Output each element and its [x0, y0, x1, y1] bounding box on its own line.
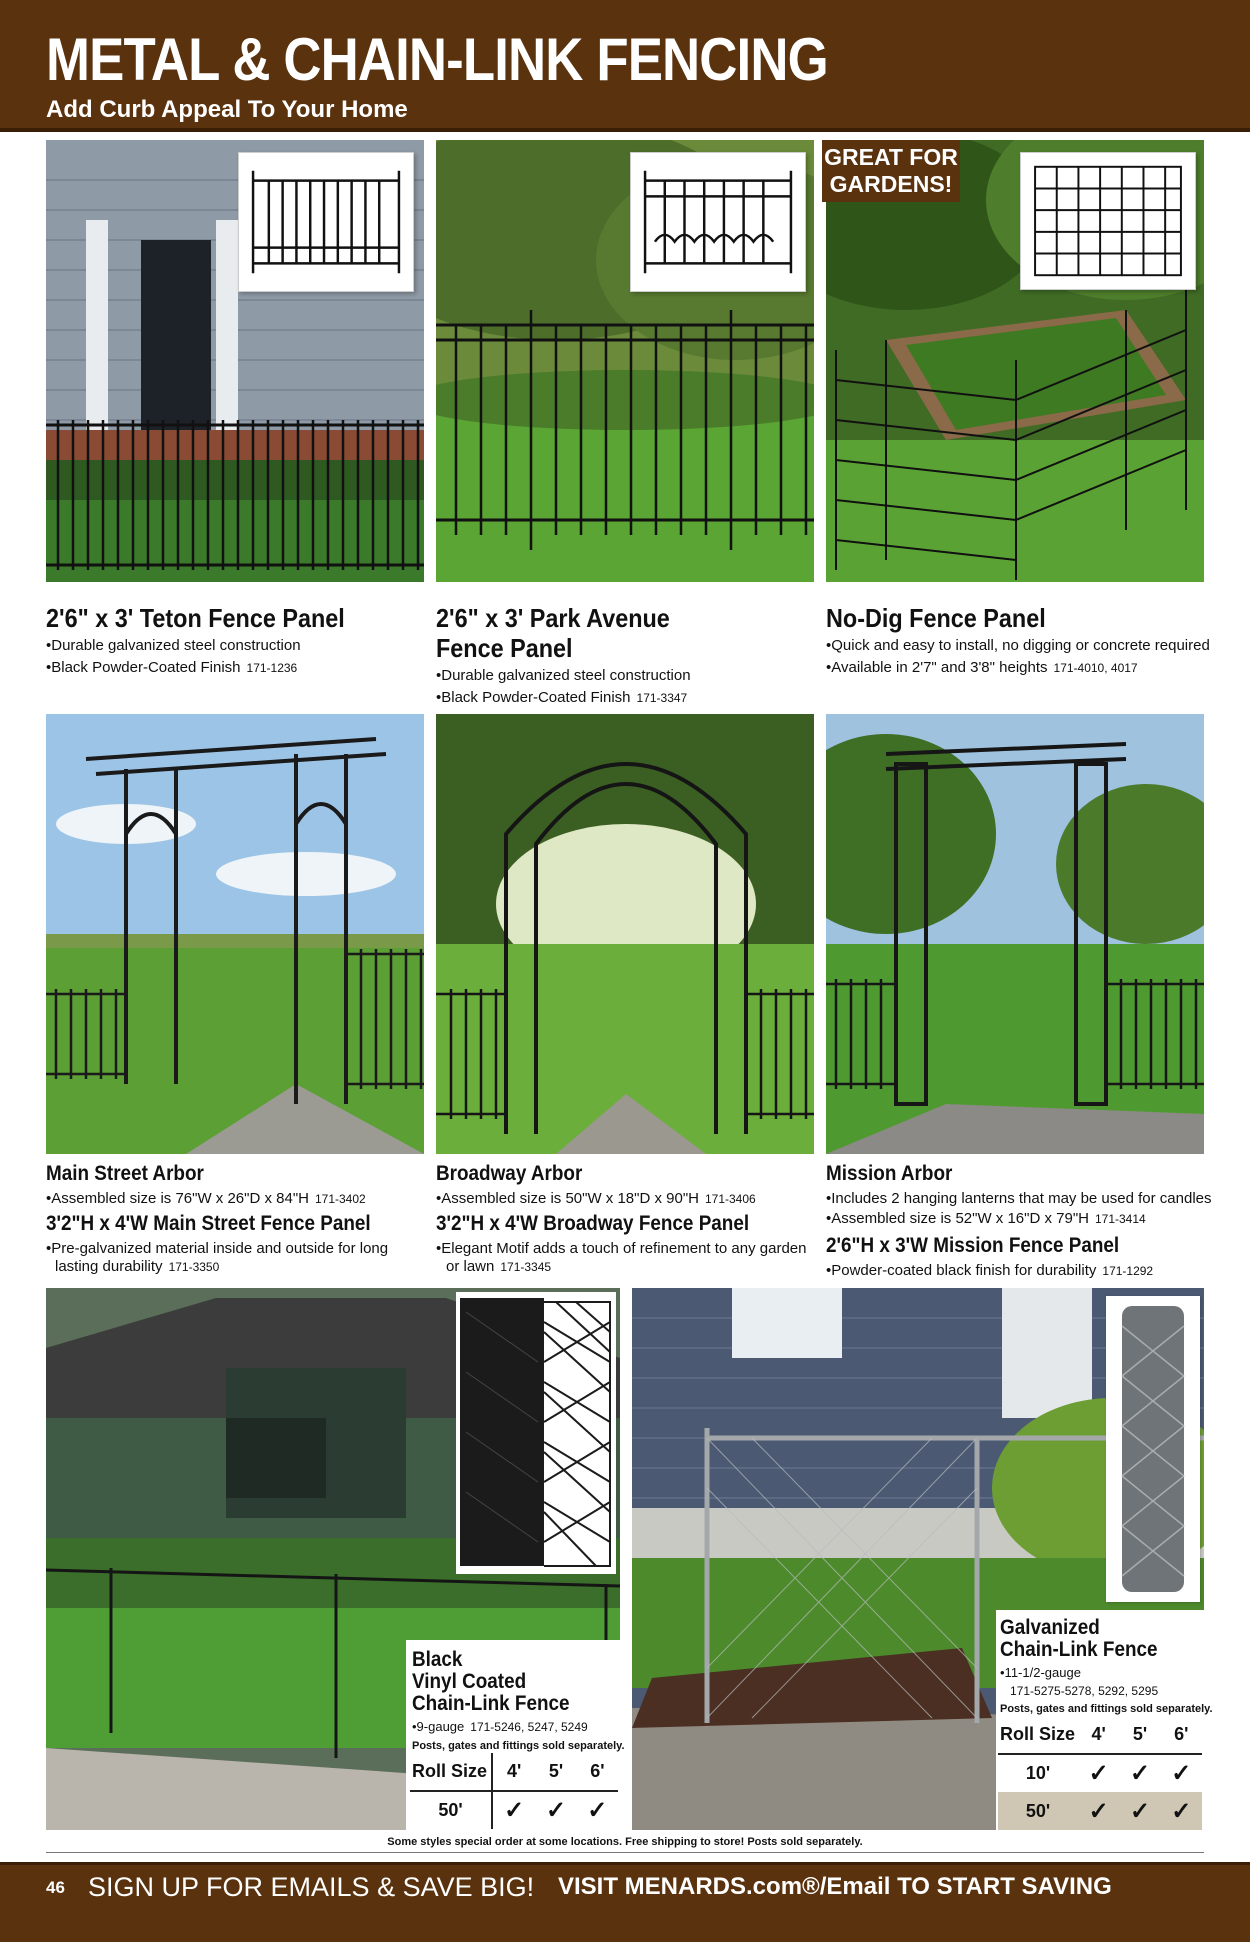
- check-mark: ✓: [1129, 1760, 1151, 1787]
- header-6ft: 6': [1161, 1716, 1202, 1754]
- no-dig-inset: [1020, 152, 1196, 290]
- check-mark: ✓: [1171, 1797, 1192, 1825]
- roll-size-label: Roll Size: [998, 1716, 1078, 1754]
- black-chain-link-bullet: [412, 1718, 588, 1736]
- table-row: [410, 1791, 618, 1829]
- roll-size-10: 10': [1025, 1763, 1051, 1783]
- table-header-row: [410, 1753, 618, 1791]
- mission-arbor-sku: 171-3414: [1094, 1212, 1146, 1226]
- main-street-panel-bullet-2-text: lasting durability: [55, 1258, 163, 1275]
- galvanized-chain-link-note: Posts, gates and fittings sold separately.: [1000, 1703, 1213, 1715]
- teton-bullet-2-text: •Black Powder-Coated Finish: [46, 659, 241, 676]
- broadway-arbor-photo: [436, 714, 814, 1154]
- galvanized-chain-link-inset: [1106, 1296, 1200, 1602]
- table-row: [998, 1792, 1202, 1830]
- footer-rule: [0, 1862, 1250, 1865]
- teton-sku: 171-1236: [246, 661, 298, 675]
- teton-name: 2'6" x 3' Teton Fence Panel: [46, 603, 345, 633]
- main-street-arbor-bullet: [46, 1190, 366, 1208]
- black-chain-link-sku: 171-5246, 5247, 5249: [470, 1720, 588, 1734]
- header-4ft: 4': [492, 1753, 535, 1791]
- black-chain-link-note: Posts, gates and fittings sold separately.: [412, 1740, 625, 1752]
- park-avenue-sku: 171-3347: [636, 691, 688, 705]
- broadway-arbor-sku: 171-3406: [704, 1192, 756, 1206]
- email-signup-promo: SIGN UP FOR EMAILS & SAVE BIG!: [88, 1872, 535, 1902]
- table-row: [998, 1754, 1202, 1792]
- main-street-arbor-photo: [46, 714, 424, 1154]
- check-mark: ✓: [545, 1797, 567, 1824]
- teton-inset: [238, 152, 414, 292]
- galvanized-chain-link-table: [998, 1716, 1202, 1830]
- no-dig-bullet-2: [826, 659, 1138, 677]
- mission-arbor-photo: [826, 714, 1204, 1154]
- main-street-panel-bullet-1: •Pre-galvanized material inside and outside for long: [46, 1240, 389, 1257]
- park-avenue-name-1: 2'6" x 3' Park Avenue: [436, 603, 670, 633]
- header-rule: [0, 128, 1250, 132]
- roll-size-50: 50': [1025, 1800, 1051, 1821]
- black-chain-link-bullet-text: •9-gauge: [412, 1719, 465, 1734]
- mission-arbor-bullet-2-text: •Assembled size is 52"W x 16"D x 79"H: [826, 1210, 1089, 1227]
- header-5ft: 5': [1119, 1716, 1160, 1754]
- teton-bullet-1: •Durable galvanized steel construction: [46, 637, 301, 654]
- broadway-panel-name: 3'2"H x 4'W Broadway Fence Panel: [436, 1212, 750, 1235]
- no-dig-sku: 171-4010, 4017: [1053, 661, 1138, 675]
- great-for-gardens-badge: [822, 140, 960, 202]
- page-number: 46: [46, 1878, 65, 1897]
- badge-line-1: GREAT FOR: [824, 144, 958, 170]
- header-4ft: 4': [1078, 1716, 1119, 1754]
- mission-panel-bullet: [826, 1262, 1153, 1280]
- check-mark: ✓: [1088, 1760, 1109, 1787]
- footnote-rule: [46, 1852, 1204, 1853]
- page-subtitle: Add Curb Appeal To Your Home: [46, 96, 408, 123]
- mission-arbor-bullet-1: •Includes 2 hanging lanterns that may be used for candles: [826, 1190, 1212, 1207]
- mission-panel-sku: 171-1292: [1102, 1264, 1154, 1278]
- black-chain-link-table: [410, 1753, 618, 1829]
- park-avenue-bullet-2: [436, 689, 687, 707]
- roll-size-label: Roll Size: [410, 1753, 492, 1791]
- check-mark: ✓: [1088, 1797, 1109, 1825]
- roll-size-50: 50': [438, 1800, 463, 1820]
- main-street-arbor-sku: 171-3402: [314, 1192, 366, 1206]
- page-title: METAL & CHAIN-LINK FENCING: [46, 26, 828, 93]
- galvanized-chain-link-sku: 171-5275-5278, 5292, 5295: [1010, 1684, 1159, 1698]
- broadway-panel-bullet-1: •Elegant Motif adds a touch of refinement to any garden: [436, 1240, 807, 1257]
- header-5ft: 5': [535, 1753, 576, 1791]
- no-dig-bullet-2-text: •Available in 2'7" and 3'8" heights: [826, 659, 1048, 676]
- galvanized-chain-link-name-2: Chain-Link Fence: [1000, 1638, 1158, 1661]
- check-mark: ✓: [1171, 1760, 1192, 1787]
- broadway-panel-bullet-2: [446, 1258, 551, 1276]
- broadway-arbor-bullet-text: •Assembled size is 50"W x 18"D x 90"H: [436, 1190, 699, 1207]
- check-mark: ✓: [587, 1797, 608, 1824]
- check-mark: ✓: [492, 1791, 535, 1829]
- main-street-panel-bullet-2: [55, 1258, 219, 1276]
- broadway-panel-sku: 171-3345: [500, 1260, 552, 1274]
- broadway-arbor-name: Broadway Arbor: [436, 1162, 583, 1185]
- black-chain-link-name-3: Chain-Link Fence: [412, 1692, 570, 1715]
- table-header-row: [998, 1716, 1202, 1754]
- teton-bullet-2: [46, 659, 297, 677]
- no-dig-bullet-1: •Quick and easy to install, no digging or concrete required: [826, 637, 1210, 654]
- main-street-arbor-bullet-text: •Assembled size is 76"W x 26"D x 84"H: [46, 1190, 309, 1207]
- main-street-arbor-name: Main Street Arbor: [46, 1162, 204, 1185]
- park-avenue-bullet-1: •Durable galvanized steel construction: [436, 667, 691, 684]
- footnote: Some styles special order at some locations. Free shipping to store! Posts sold separately.: [387, 1836, 863, 1848]
- black-chain-link-inset: [456, 1292, 616, 1574]
- galvanized-chain-link-name-1: Galvanized: [1000, 1616, 1100, 1639]
- galvanized-chain-link-bullet: •11-1/2-gauge: [1000, 1665, 1081, 1680]
- black-chain-link-name-1: Black: [412, 1648, 463, 1671]
- menards-email-link[interactable]: VISIT MENARDS.com®/Email TO START SAVING: [558, 1873, 1112, 1900]
- park-avenue-name-2: Fence Panel: [436, 633, 573, 663]
- mission-arbor-name: Mission Arbor: [826, 1162, 953, 1185]
- check-mark: ✓: [1129, 1797, 1151, 1825]
- mission-panel-bullet-text: •Powder-coated black finish for durability: [826, 1262, 1097, 1279]
- header-6ft: 6': [577, 1753, 618, 1791]
- black-chain-link-name-2: Vinyl Coated: [412, 1670, 527, 1693]
- mission-arbor-bullet-2: [826, 1210, 1146, 1228]
- no-dig-name: No-Dig Fence Panel: [826, 603, 1046, 633]
- mission-panel-name: 2'6"H x 3'W Mission Fence Panel: [826, 1234, 1120, 1257]
- park-avenue-bullet-2-text: •Black Powder-Coated Finish: [436, 689, 631, 706]
- main-street-panel-sku: 171-3350: [168, 1260, 220, 1274]
- badge-line-2: GARDENS!: [829, 171, 953, 197]
- broadway-arbor-bullet: [436, 1190, 756, 1208]
- main-street-panel-name: 3'2"H x 4'W Main Street Fence Panel: [46, 1212, 371, 1235]
- broadway-panel-bullet-2-text: or lawn: [446, 1258, 495, 1275]
- park-avenue-inset: [630, 152, 806, 292]
